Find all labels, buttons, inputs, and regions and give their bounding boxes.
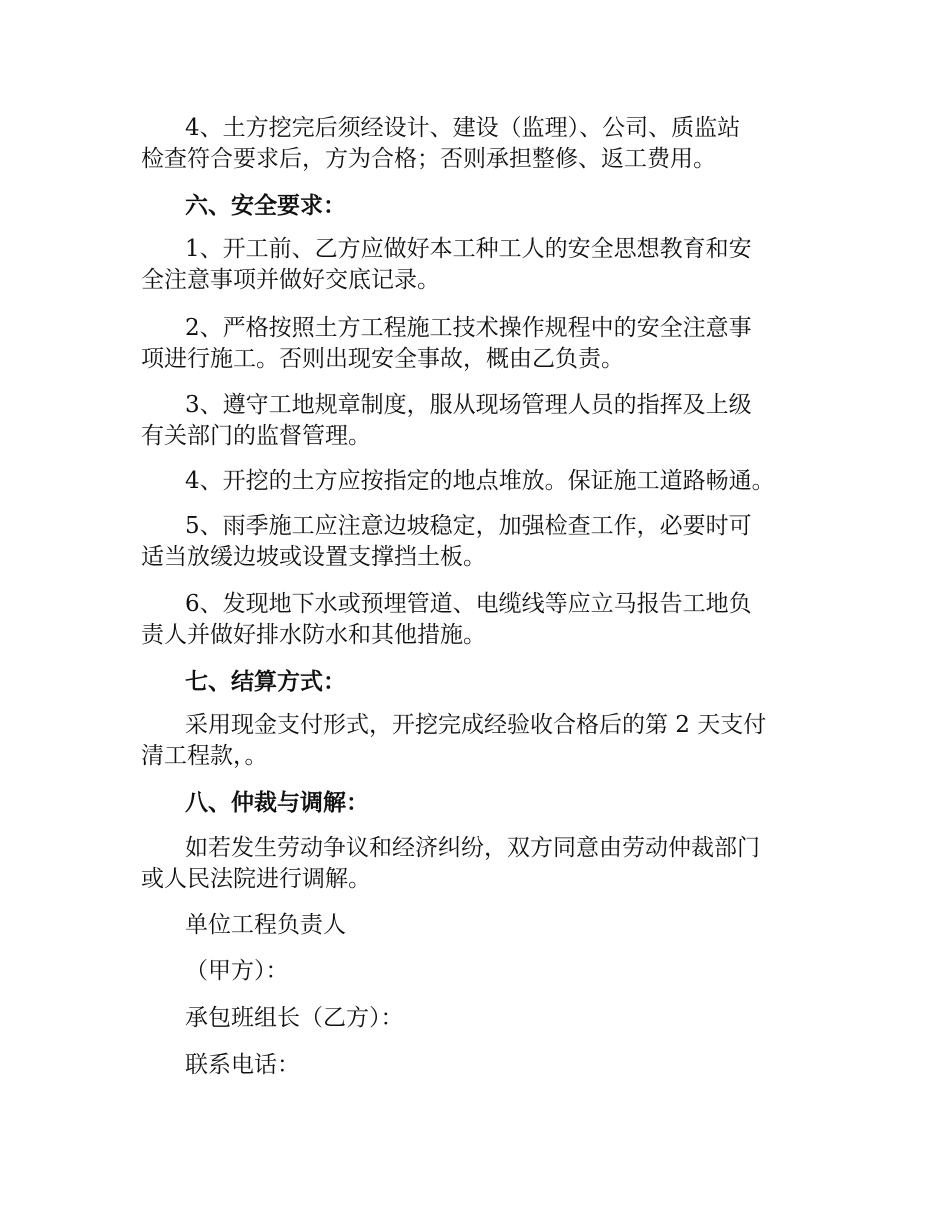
signature-party-a-label: （甲方）： <box>185 958 289 984</box>
paragraph-safety-4 <box>141 466 811 497</box>
section-heading-safety: 六、安全要求： <box>185 193 346 219</box>
text-line: 有关部门的监督管理。 <box>141 423 371 449</box>
text-line: 全注意事项并做好交底记录。 <box>141 267 440 293</box>
paragraph-safety-5 <box>141 511 811 573</box>
signature-unit-label: 单位工程负责人 <box>185 912 346 938</box>
paragraph-arbitration <box>141 833 811 895</box>
paragraph-earth-inspection <box>141 113 811 175</box>
text-line: 4、土方挖完后须经设计、建设（监理）、公司、质监站 <box>185 115 741 141</box>
text-line: 或人民法院进行调解。 <box>141 866 371 892</box>
text-line: 4、开挖的土方应按指定的地点堆放。保证施工道路畅通。 <box>185 468 775 494</box>
signature-team-leader-label: 承包班组长（乙方）： <box>185 1005 404 1031</box>
text-line: 适当放缓边坡或设置支撑挡土板。 <box>141 544 486 570</box>
text-line: 1、开工前、乙方应做好本工种工人的安全思想教育和安 <box>185 236 752 262</box>
text-line: 检查符合要求后，方为合格；否则承担整修、返工费用。 <box>141 146 716 172</box>
text-line: 项进行施工。否则出现安全事故，概由乙负责。 <box>141 346 624 372</box>
text-line: 责人并做好排水防水和其他措施。 <box>141 622 486 648</box>
paragraph-safety-2 <box>141 313 811 375</box>
section-heading-settlement: 七、结算方式： <box>185 669 346 695</box>
paragraph-settlement <box>141 710 811 772</box>
text-line: 5、雨季施工应注意边坡稳定，加强检查工作，必要时可 <box>185 513 752 539</box>
paragraph-safety-3 <box>141 390 811 452</box>
text-line: 清工程款，。 <box>141 743 268 769</box>
text-line: 6、发现地下水或预埋管道、电缆线等应立马报告工地负 <box>185 591 752 617</box>
text-line: 3、遵守工地规章制度，服从现场管理人员的指挥及上级 <box>185 392 752 418</box>
text-line: 2、严格按照土方工程施工技术操作规程中的安全注意事 <box>185 315 752 341</box>
signature-phone-label: 联系电话： <box>185 1052 300 1078</box>
paragraph-safety-6 <box>141 589 811 651</box>
section-heading-arbitration: 八、仲裁与调解： <box>185 790 369 816</box>
text-line: 采用现金支付形式，开挖完成经验收合格后的第 2 天支付 <box>185 712 767 738</box>
paragraph-safety-1 <box>141 234 811 296</box>
text-line: 如若发生劳动争议和经济纠纷，双方同意由劳动仲裁部门 <box>185 835 760 861</box>
